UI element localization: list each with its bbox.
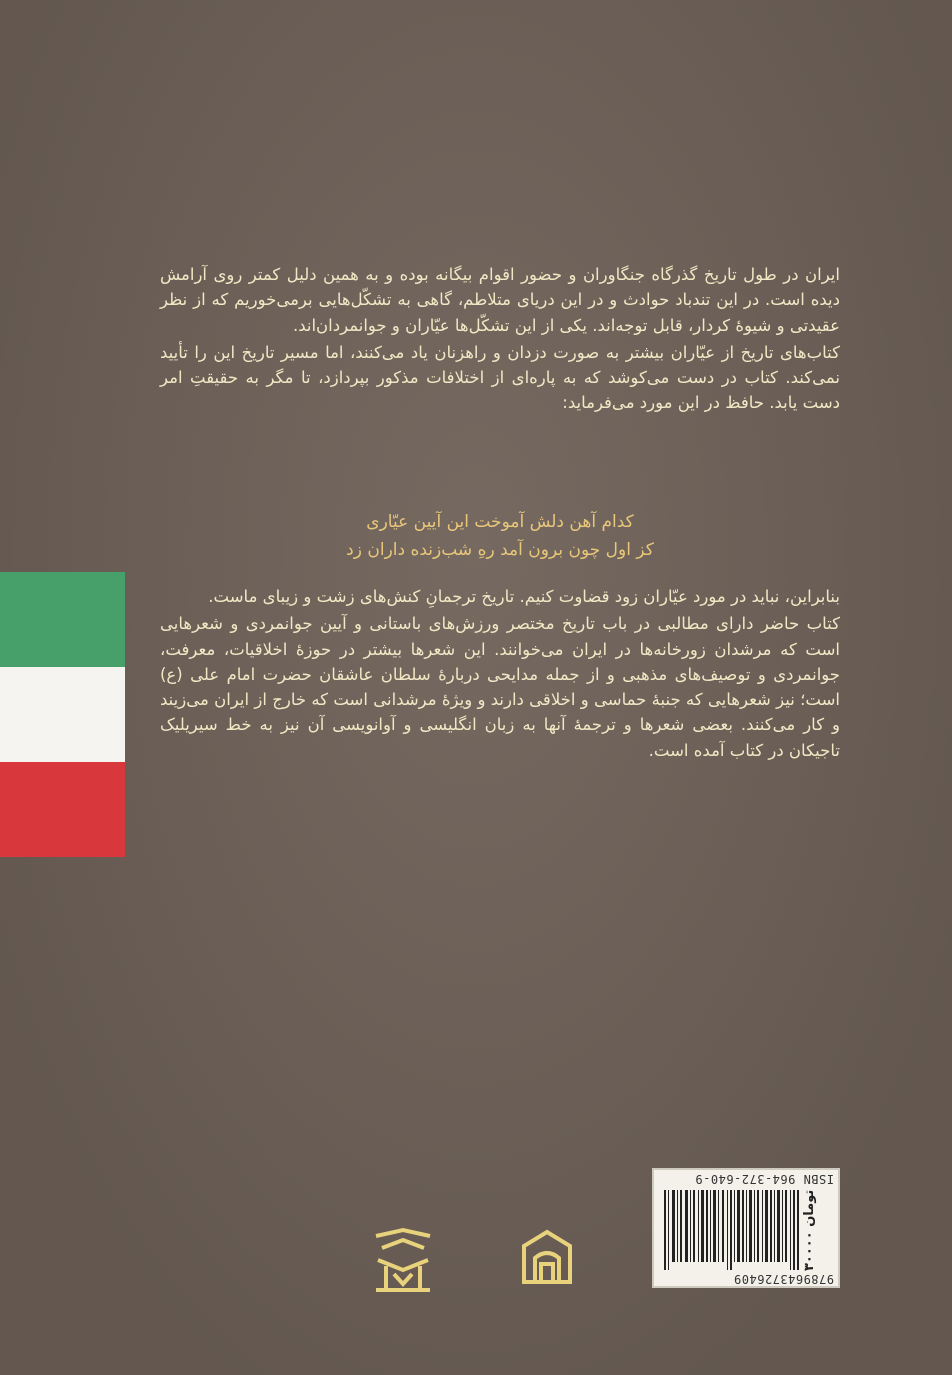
barcode-digits: 9789643726409	[733, 1272, 834, 1286]
intro-paragraph: کتاب‌های تاریخ از عیّاران بیشتر به صورت دزدان و راهزنان یاد می‌کنند، اما مسیر تاریخ این را تأیید نمی‌کند. کتاب در دست می‌کوشد که به پاره‌ای از اختلافات مذکور بپردازد، تا مگر به حقیقتِ امر دست یابد. حافظ در این مورد می‌فرماید:	[160, 342, 840, 413]
poem-couplet	[160, 508, 840, 564]
publisher-emblem-icon	[368, 1226, 438, 1296]
intro-paragraph: ایران در طول تاریخ گذرگاه جنگاوران و حضور اقوام بیگانه بوده و به همین دلیل کمتر روی آرامش دیده است. در این تندباد حوادث و در این دریای متلاطم، گاهی به تشکّل‌هایی برمی‌خوریم که از نظر عقیدتی و شیوهٔ کردار، قابل توجه‌اند. یکی از این تشکّل‌ها عیّاران و جوانمردان‌اند.	[160, 265, 840, 335]
flag-green-stripe	[0, 572, 125, 667]
closing-paragraph: بنابراین، نباید در مورد عیّاران زود قضاوت کنیم. تاریخ ترجمانِ کنش‌های زشت و زیبای ماست.	[208, 587, 840, 606]
iran-flag-stripes	[0, 572, 125, 857]
intro-text	[160, 262, 840, 418]
poem-line: کدام آهن دلش آموخت این آیین عیّاری	[366, 512, 634, 532]
flag-red-stripe	[0, 762, 125, 857]
flag-white-stripe	[0, 667, 125, 762]
price-label: ۳۰۰۰۰ تومان	[802, 1189, 817, 1271]
closing-paragraph: کتاب حاضر دارای مطالبی در باب تاریخ مختصر ورزش‌های باستانی و آیین جوانمردی و شعرهایی است که مرشدان زورخانه‌ها در ایران می‌خوانند. این شعرها بیشتر در حوزهٔ اخلاقیات، معرفت، جوانمردی و توصیف‌های مذهبی و از جمله مدایحی دربارهٔ سلطان عاشقان حضرت امام علی (ع) است؛ نیز شعرهایی که جنبهٔ حماسی و اخلاقی دارند و ویژهٔ مرشدانی است که خارج از ایران می‌زیند و کار می‌کنند. بعضی شعرها و ترجمهٔ آنها به زبان انگلیسی و آوانویسی آن نیز به خط سیریلیک تاجیکان در کتاب آمده است.	[160, 614, 840, 760]
arch-emblem-icon	[520, 1228, 574, 1288]
closing-text	[160, 584, 840, 765]
isbn-text: ISBN 964-372-640-9	[694, 1172, 834, 1186]
poem-line: کز اول چون برون آمد رهِ شب‌زنده داران زد	[346, 540, 654, 560]
barcode-bars	[664, 1190, 799, 1270]
barcode-label	[652, 1168, 840, 1288]
